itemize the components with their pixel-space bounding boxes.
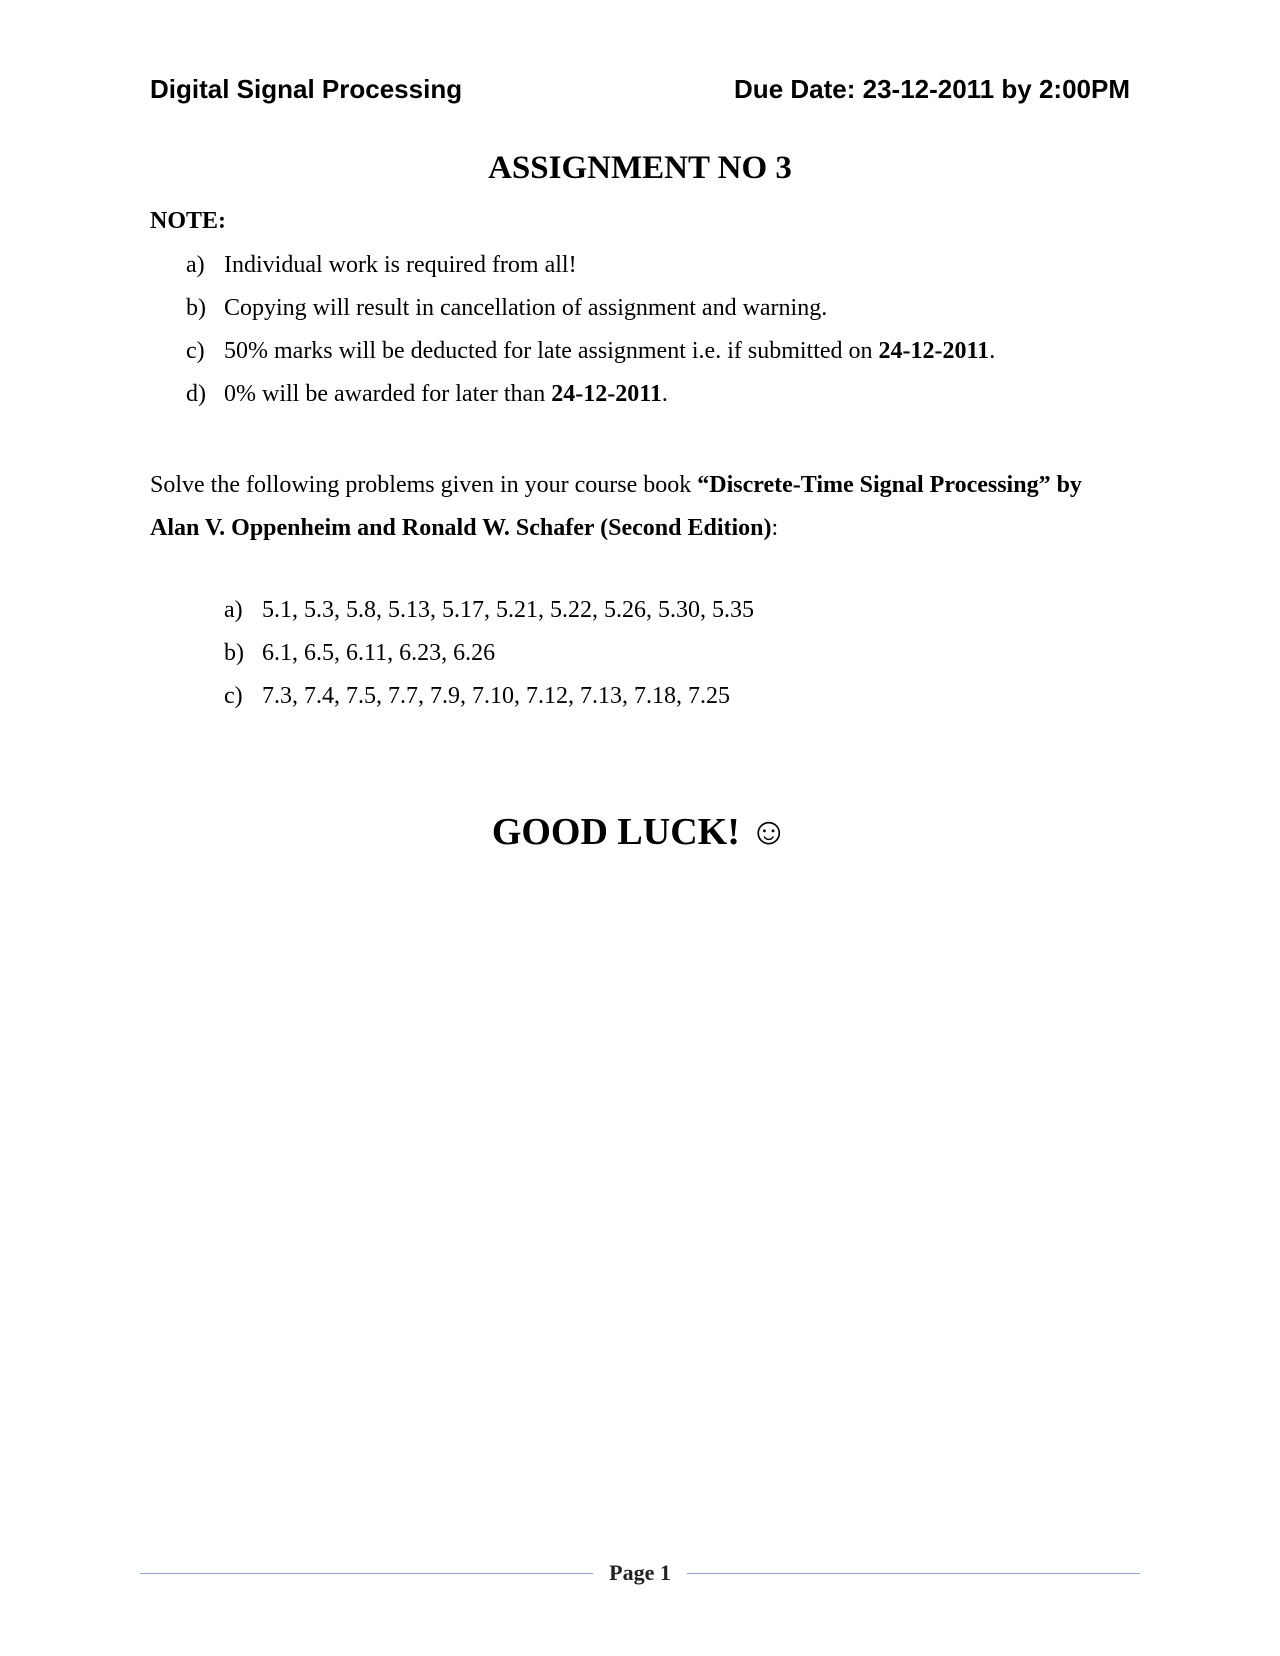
list-item bbox=[186, 250, 995, 293]
note-text: 0% will be awarded for later than bbox=[224, 381, 552, 407]
late-date: 24-12-2011 bbox=[878, 338, 990, 364]
list-item bbox=[224, 681, 754, 724]
list-marker: b) bbox=[186, 295, 206, 321]
list-marker: d) bbox=[186, 381, 206, 407]
problem-numbers: 6.1, 6.5, 6.11, 6.23, 6.26 bbox=[262, 640, 496, 666]
list-marker: b) bbox=[224, 640, 244, 666]
list-item bbox=[186, 293, 995, 336]
instructions-lead: Solve the following problems given in your course book bbox=[150, 472, 698, 498]
page-footer bbox=[140, 1560, 1140, 1586]
course-title: Digital Signal Processing bbox=[150, 74, 463, 104]
problem-numbers: 7.3, 7.4, 7.5, 7.7, 7.9, 7.10, 7.12, 7.13, 7.18, 7.25 bbox=[262, 683, 730, 709]
assignment-title: ASSIGNMENT NO 3 bbox=[488, 150, 792, 186]
instructions-paragraph bbox=[150, 464, 1130, 550]
problem-numbers: 5.1, 5.3, 5.8, 5.13, 5.17, 5.21, 5.22, 5.26, 5.30, 5.35 bbox=[262, 597, 754, 623]
note-text: Individual work is required from all! bbox=[224, 252, 577, 278]
note-text: Copying will result in cancellation of assignment and warning. bbox=[224, 295, 828, 321]
list-marker: a) bbox=[224, 597, 243, 623]
note-tail: . bbox=[661, 381, 668, 407]
book-title: “Discrete-Time Signal Processing” by bbox=[697, 472, 1082, 498]
note-tail: . bbox=[989, 338, 996, 364]
page-header bbox=[150, 74, 1130, 105]
list-marker: c) bbox=[224, 683, 243, 709]
page-number: Page 1 bbox=[609, 1560, 671, 1585]
closing-message: GOOD LUCK! ☺ bbox=[491, 811, 789, 853]
list-marker: c) bbox=[186, 338, 205, 364]
notes-list bbox=[186, 250, 995, 422]
instructions-tail: : bbox=[771, 515, 779, 541]
note-label: NOTE: bbox=[150, 208, 227, 234]
note-text: 50% marks will be deducted for late assignment i.e. if submitted on bbox=[224, 338, 879, 364]
late-date: 24-12-2011 bbox=[551, 381, 662, 407]
due-date: Due Date: 23-12-2011 by 2:00PM bbox=[734, 74, 1130, 104]
footer-rule-right bbox=[687, 1573, 1140, 1574]
list-item bbox=[224, 595, 754, 638]
list-item bbox=[186, 336, 995, 379]
book-authors: Alan V. Oppenheim and Ronald W. Schafer (Second Edition) bbox=[150, 515, 772, 541]
list-item bbox=[186, 379, 995, 422]
list-item bbox=[224, 638, 754, 681]
list-marker: a) bbox=[186, 252, 205, 278]
problems-list bbox=[224, 595, 754, 724]
footer-rule-left bbox=[140, 1573, 593, 1574]
